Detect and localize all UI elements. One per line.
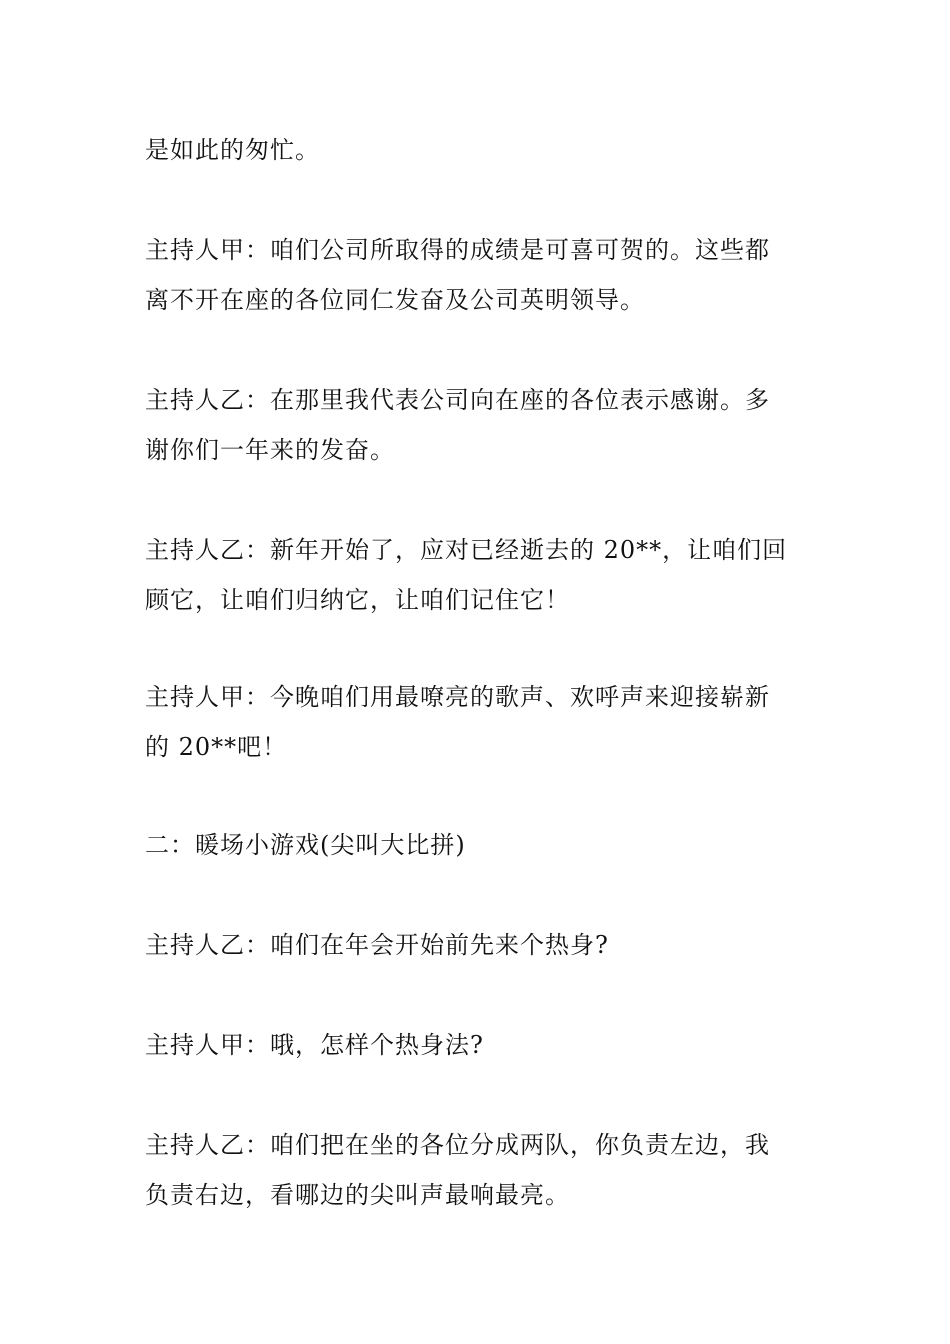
- text-line: 主持人甲：咱们公司所取得的成绩是可喜可贺的。这些都: [145, 236, 770, 264]
- text-line: 主持人乙：咱们在年会开始前先来个热身?: [145, 931, 609, 959]
- paragraph-continuation: [145, 125, 810, 175]
- text-line: 主持人甲：今晚咱们用最嘹亮的歌声、欢呼声来迎接崭新: [145, 683, 770, 711]
- text-line: 主持人乙：在那里我代表公司向在座的各位表示感谢。多: [145, 386, 770, 414]
- paragraph-host-a-achievements: [145, 225, 810, 325]
- text-line: 顾它，让咱们归纳它，让咱们记住它！: [145, 586, 570, 614]
- text-line: 离不开在座的各位同仁发奋及公司英明领导。: [145, 286, 645, 314]
- paragraph-host-b-thanks: [145, 375, 810, 475]
- text-line: 二：暖场小游戏(尖叫大比拼): [145, 831, 466, 859]
- text-line: 主持人甲：哦，怎样个热身法?: [145, 1031, 484, 1059]
- paragraph-host-a-question: [145, 1020, 810, 1070]
- paragraph-host-b-teams: [145, 1120, 810, 1220]
- text-line: 主持人乙：新年开始了，应对已经逝去的 20**，让咱们回: [145, 536, 788, 564]
- text-line: 谢你们一年来的发奋。: [145, 436, 395, 464]
- section-heading-warmup-game: [145, 820, 810, 870]
- text-line: 的 20**吧！: [145, 733, 288, 761]
- text-line: 是如此的匆忙。: [145, 136, 320, 164]
- text-line: 负责右边，看哪边的尖叫声最响最亮。: [145, 1181, 570, 1209]
- text-line: 主持人乙：咱们把在坐的各位分成两队，你负责左边，我: [145, 1131, 770, 1159]
- paragraph-host-b-new-year: [145, 525, 810, 625]
- paragraph-host-a-tonight: [145, 672, 810, 772]
- paragraph-host-b-warmup: [145, 920, 810, 970]
